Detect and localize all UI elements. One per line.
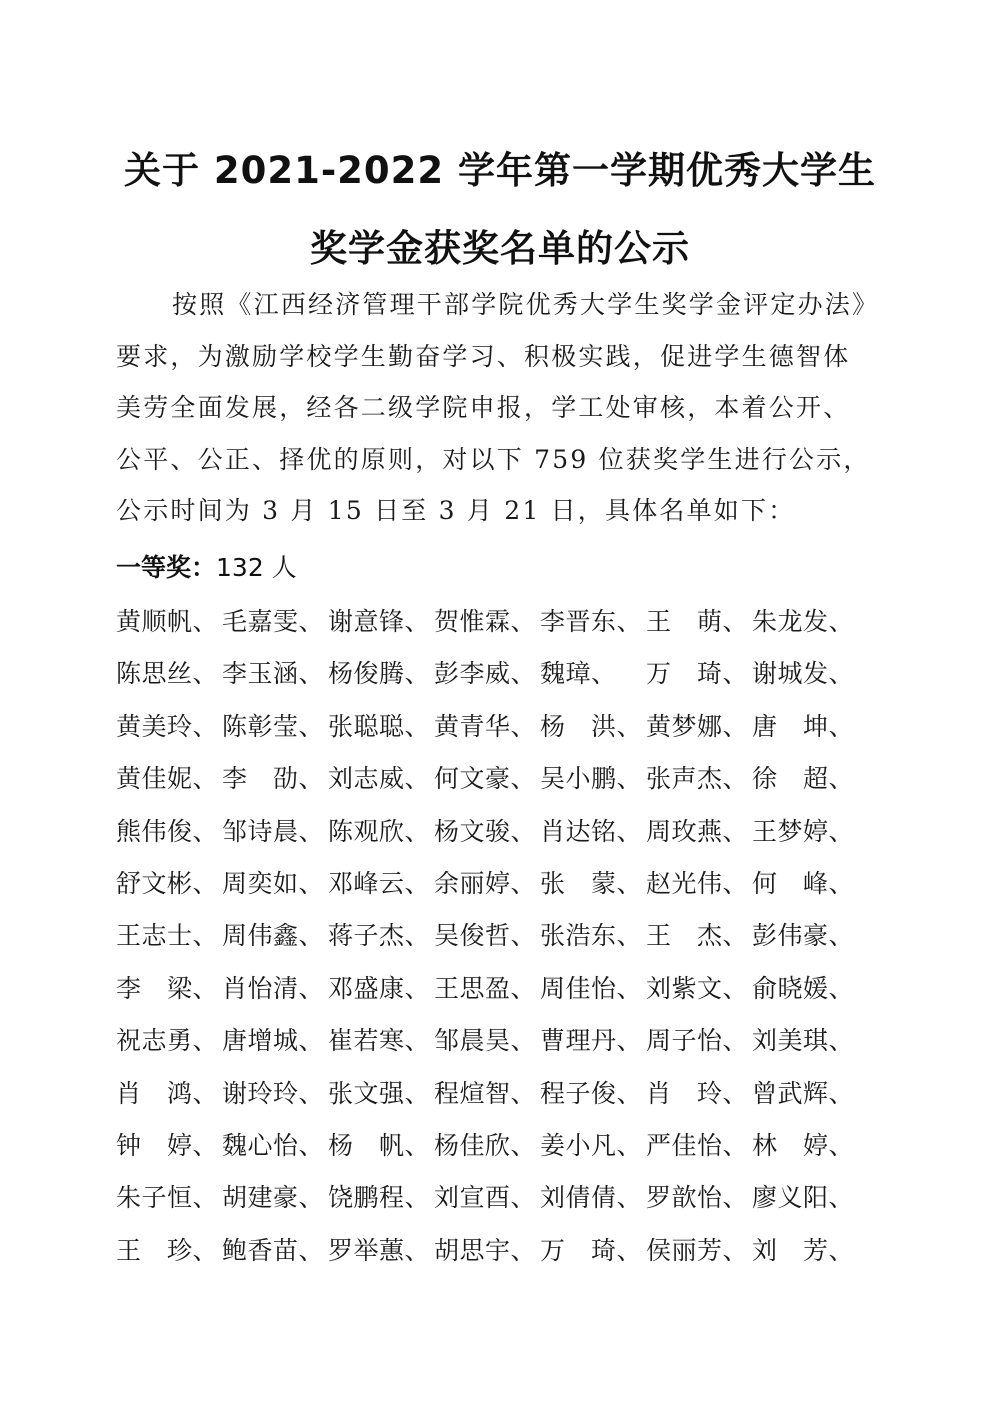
student-name: 刘倩倩、 bbox=[540, 1183, 643, 1213]
student-name: 赵光伟、 bbox=[646, 868, 749, 898]
student-name: 胡建豪、 bbox=[222, 1183, 325, 1213]
intro-line: 按照《江西经济管理干部学院优秀大学生奖学金评定办法》 bbox=[172, 290, 880, 319]
name-row bbox=[116, 1172, 886, 1224]
student-name: 吴俊哲、 bbox=[434, 921, 537, 951]
student-name: 黄美玲、 bbox=[116, 711, 219, 741]
student-name: 王 萌、 bbox=[646, 607, 749, 636]
name-row bbox=[116, 753, 886, 805]
student-name: 唐 坤、 bbox=[752, 711, 855, 741]
student-name: 蒋子杰、 bbox=[328, 921, 431, 951]
student-name: 程子俊、 bbox=[540, 1078, 643, 1108]
name-row bbox=[116, 1015, 886, 1067]
document-title-line-2: 奖学金获奖名单的公示 bbox=[310, 227, 690, 270]
student-name: 余丽婷、 bbox=[434, 868, 537, 898]
student-name: 吴小鹏、 bbox=[540, 764, 643, 794]
student-name: 邓盛康、 bbox=[328, 973, 431, 1003]
student-name: 彭伟豪、 bbox=[752, 921, 855, 951]
student-name: 陈观欣、 bbox=[328, 816, 431, 846]
student-name: 罗歆怡、 bbox=[646, 1183, 749, 1213]
student-name: 刘美琪、 bbox=[752, 1026, 855, 1056]
student-name: 谢玲玲、 bbox=[222, 1078, 325, 1108]
student-name: 邹晨昊、 bbox=[434, 1026, 537, 1056]
name-row bbox=[116, 963, 886, 1015]
student-name: 崔若寒、 bbox=[328, 1026, 431, 1056]
student-name: 舒文彬、 bbox=[116, 868, 219, 898]
student-name: 黄青华、 bbox=[434, 711, 537, 741]
student-name: 周奕如、 bbox=[222, 868, 325, 898]
student-name: 王 杰、 bbox=[646, 921, 749, 951]
name-row bbox=[116, 701, 886, 753]
student-name: 刘志威、 bbox=[328, 764, 431, 794]
student-name: 万 琦、 bbox=[646, 659, 749, 689]
student-name: 周佳怡、 bbox=[540, 973, 643, 1003]
student-name: 肖怡清、 bbox=[222, 973, 325, 1003]
student-name: 曾武辉、 bbox=[752, 1078, 855, 1108]
student-name: 何文豪、 bbox=[434, 764, 537, 794]
first-prize-heading bbox=[116, 548, 297, 584]
student-name: 周子怡、 bbox=[646, 1026, 749, 1056]
student-name: 杨佳欣、 bbox=[434, 1130, 537, 1160]
student-name: 邓峰云、 bbox=[328, 868, 431, 898]
name-row bbox=[116, 1225, 886, 1277]
student-name: 毛嘉雯、 bbox=[222, 607, 325, 636]
student-name: 周玫燕、 bbox=[646, 816, 749, 846]
student-name: 张浩东、 bbox=[540, 921, 643, 951]
student-name: 陈彰莹、 bbox=[222, 711, 325, 741]
student-name: 王思盈、 bbox=[434, 973, 537, 1003]
first-prize-count: 132 人 bbox=[216, 553, 297, 582]
student-name: 刘紫文、 bbox=[646, 973, 749, 1003]
intro-line: 要求，为激励学校学生勤奋学习、积极实践，促进学生德智体 bbox=[116, 341, 851, 371]
student-name: 祝志勇、 bbox=[116, 1026, 219, 1056]
name-row bbox=[116, 1068, 886, 1120]
student-name: 刘 芳、 bbox=[752, 1235, 855, 1265]
name-row bbox=[116, 1120, 886, 1172]
student-name: 杨文骏、 bbox=[434, 816, 537, 846]
student-name: 刘宣酉、 bbox=[434, 1183, 537, 1213]
student-name: 肖达铭、 bbox=[540, 816, 643, 846]
name-row bbox=[116, 806, 886, 858]
student-name: 张声杰、 bbox=[646, 764, 749, 794]
student-name: 杨俊腾、 bbox=[328, 659, 431, 689]
student-name: 谢城发、 bbox=[752, 659, 855, 689]
student-name: 鲍香苗、 bbox=[222, 1235, 325, 1265]
student-name: 彭李威、 bbox=[434, 659, 537, 689]
student-name: 钟 婷、 bbox=[116, 1130, 219, 1160]
student-name: 邹诗晨、 bbox=[222, 816, 325, 846]
student-name: 魏璋、 bbox=[540, 659, 617, 689]
student-name: 李晋东、 bbox=[540, 607, 643, 636]
intro-paragraph bbox=[116, 279, 880, 537]
student-name: 王梦婷、 bbox=[752, 816, 855, 846]
student-name: 朱子恒、 bbox=[116, 1183, 219, 1213]
student-name: 贺惟霖、 bbox=[434, 607, 537, 636]
student-name: 姜小凡、 bbox=[540, 1130, 643, 1160]
student-name: 何 峰、 bbox=[752, 868, 855, 898]
student-name: 程煊智、 bbox=[434, 1078, 537, 1108]
student-name: 廖义阳、 bbox=[752, 1183, 855, 1213]
intro-line: 美劳全面发展，经各二级学院申报，学工处审核，本着公开、 bbox=[116, 393, 851, 422]
student-name: 严佳怡、 bbox=[646, 1130, 749, 1160]
student-name: 李玉涵、 bbox=[222, 659, 325, 689]
document-title-line-1: 关于 2021-2022 学年第一学期优秀大学生 bbox=[123, 149, 877, 192]
student-name: 张 蒙、 bbox=[540, 868, 643, 898]
student-name: 王志士、 bbox=[116, 921, 219, 951]
first-prize-name-list bbox=[116, 596, 886, 1277]
student-name: 肖 玲、 bbox=[646, 1078, 749, 1108]
student-name: 朱龙发、 bbox=[752, 607, 855, 636]
student-name: 黄佳妮、 bbox=[116, 764, 219, 794]
student-name: 黄顺帆、 bbox=[116, 607, 219, 636]
student-name: 黄梦娜、 bbox=[646, 711, 749, 741]
intro-line: 公平、公正、择优的原则，对以下 759 位获奖学生进行公示， bbox=[116, 444, 871, 474]
student-name: 肖 鸿、 bbox=[116, 1078, 219, 1108]
name-row bbox=[116, 648, 886, 700]
name-row bbox=[116, 596, 886, 648]
student-name: 张聪聪、 bbox=[328, 711, 431, 741]
student-name: 周伟鑫、 bbox=[222, 921, 325, 951]
student-name: 侯丽芳、 bbox=[646, 1235, 749, 1265]
student-name: 李 劭、 bbox=[222, 764, 325, 794]
student-name: 胡思宇、 bbox=[434, 1235, 537, 1265]
student-name: 饶鹏程、 bbox=[328, 1183, 431, 1213]
intro-line: 公示时间为 3 月 15 日至 3 月 21 日，具体名单如下： bbox=[116, 496, 796, 525]
student-name: 曹理丹、 bbox=[540, 1026, 643, 1056]
student-name: 林 婷、 bbox=[752, 1130, 855, 1160]
student-name: 谢意锋、 bbox=[328, 607, 431, 636]
student-name: 陈思丝、 bbox=[116, 659, 219, 689]
student-name: 杨 帆、 bbox=[328, 1130, 431, 1160]
name-row bbox=[116, 858, 886, 910]
student-name: 张文强、 bbox=[328, 1078, 431, 1108]
first-prize-label: 一等奖： bbox=[116, 553, 217, 582]
student-name: 万 琦、 bbox=[540, 1235, 643, 1265]
student-name: 王 珍、 bbox=[116, 1235, 219, 1265]
student-name: 罗举蕙、 bbox=[328, 1235, 431, 1265]
student-name: 李 梁、 bbox=[116, 973, 219, 1003]
student-name: 魏心怡、 bbox=[222, 1130, 325, 1160]
student-name: 徐 超、 bbox=[752, 764, 855, 794]
student-name: 杨 洪、 bbox=[540, 711, 643, 741]
student-name: 唐增城、 bbox=[222, 1026, 325, 1056]
name-row bbox=[116, 910, 886, 962]
student-name: 熊伟俊、 bbox=[116, 816, 219, 846]
student-name: 俞晓媛、 bbox=[752, 973, 855, 1003]
